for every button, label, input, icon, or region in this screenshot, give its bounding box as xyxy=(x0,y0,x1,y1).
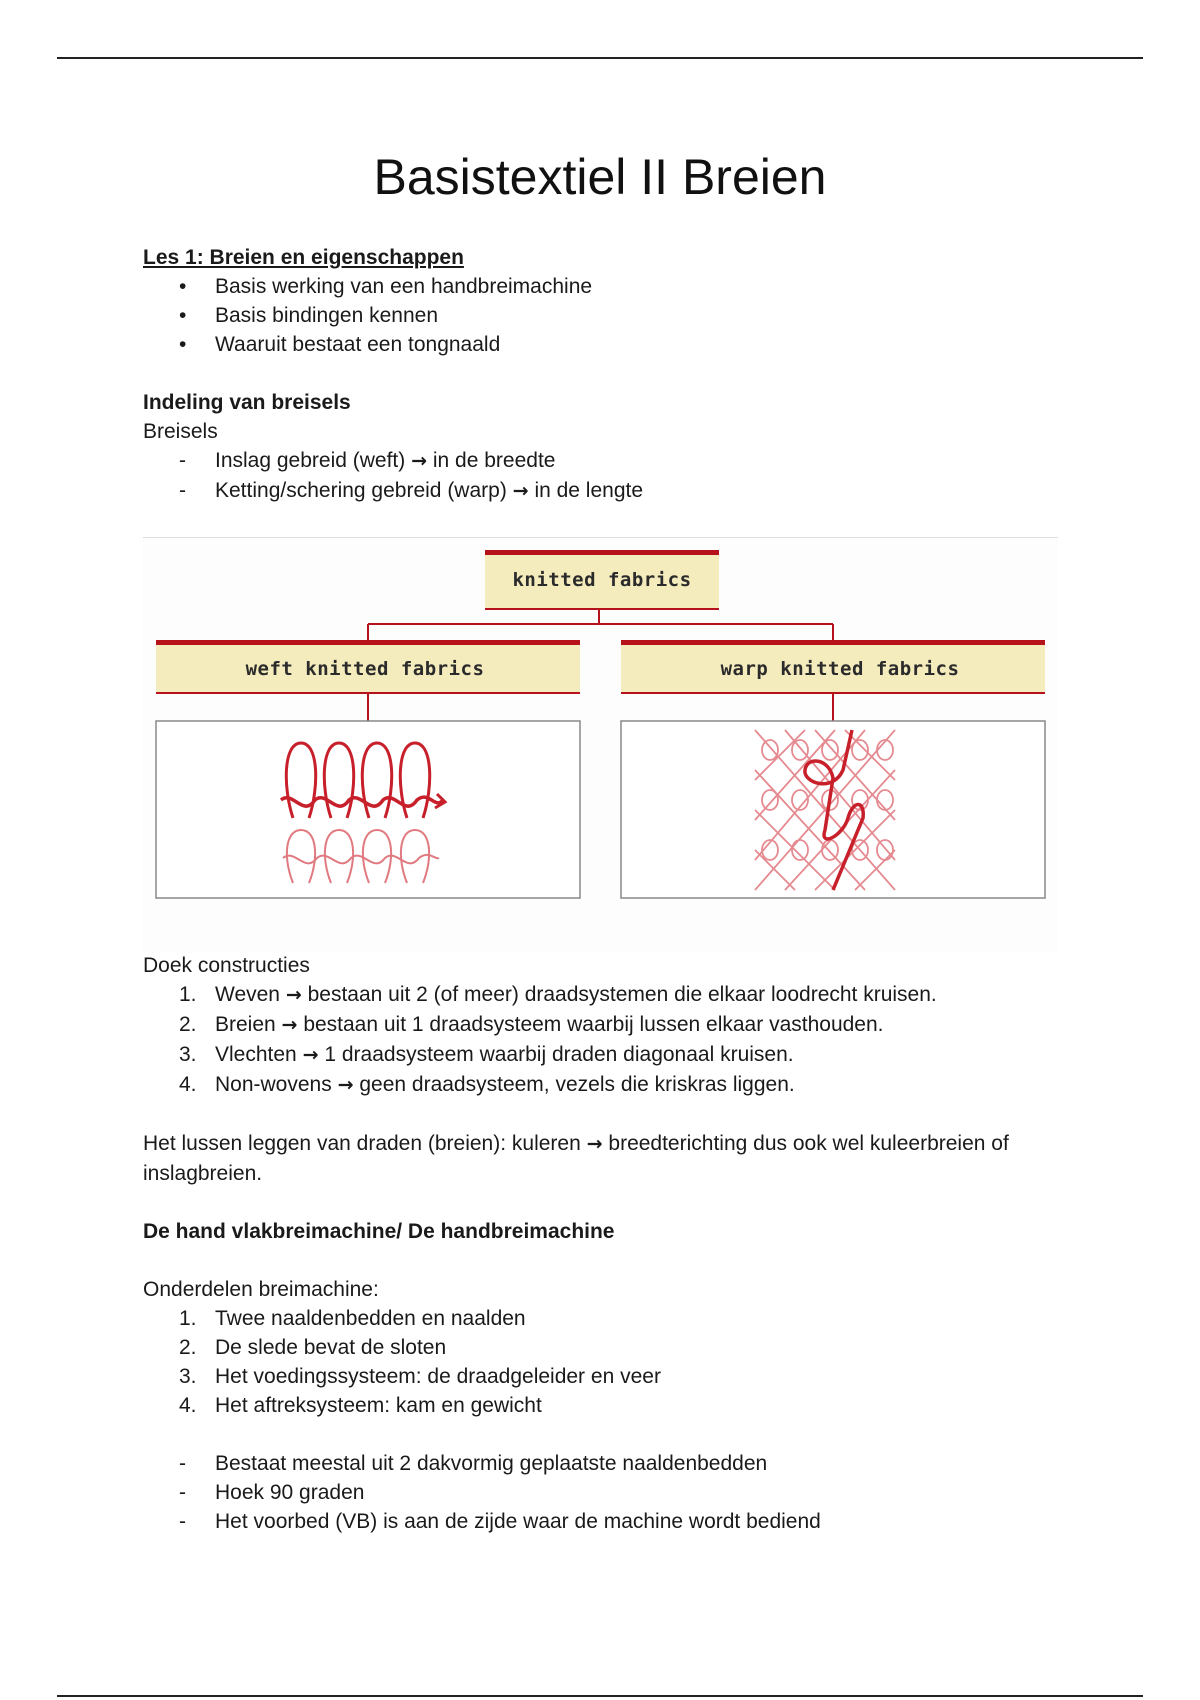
dash-marker: - xyxy=(179,1510,186,1533)
list-number: 2. xyxy=(179,1013,197,1036)
header-rule xyxy=(57,57,1143,59)
top-label-bar xyxy=(485,550,719,555)
list-item-text: Basis bindingen kennen xyxy=(215,304,439,327)
dash-marker: - xyxy=(179,479,186,502)
dash-marker: - xyxy=(179,1452,186,1475)
list-item-text: bestaan uit 1 draadsysteem waarbij lussen elkaar vasthouden. xyxy=(303,1013,884,1036)
list-item-text: 1 draadsysteem waarbij draden diagonaal kruisen. xyxy=(324,1043,794,1066)
list-item xyxy=(143,1010,1063,1040)
onderdelen-heading: Onderdelen breimachine: xyxy=(143,1278,379,1301)
indeling-dash-list xyxy=(143,446,1063,506)
list-number: 4. xyxy=(179,1073,197,1096)
list-item-text: Basis werking van een handbreimachine xyxy=(215,275,593,298)
bullet-marker: • xyxy=(179,275,187,298)
list-item-detail: in de breedte xyxy=(432,449,556,472)
list-item xyxy=(143,330,1063,359)
list-item-term: Weven xyxy=(215,983,280,1006)
arrow-right-icon: → xyxy=(411,450,428,472)
list-item xyxy=(143,1070,1063,1100)
doek-heading: Doek constructies xyxy=(143,954,310,977)
list-item-text: Waaruit bestaat een tongnaald xyxy=(215,333,501,356)
les1-section xyxy=(143,243,1063,506)
list-item xyxy=(143,1333,1063,1362)
list-item-text: geen draadsysteem, vezels die kriskras liggen. xyxy=(359,1073,795,1096)
list-item-term: Non-wovens xyxy=(215,1073,332,1096)
left-label-text: weft knitted fabrics xyxy=(245,658,485,680)
dash-marker: - xyxy=(179,1481,186,1504)
list-item-text: Hoek 90 graden xyxy=(215,1481,365,1504)
onderdelen-dash-list xyxy=(143,1449,1063,1536)
right-label-bar xyxy=(621,640,1045,645)
bullet-marker: • xyxy=(179,333,187,356)
bullet-marker: • xyxy=(179,304,187,327)
document-title: Basistextiel II Breien xyxy=(373,149,827,205)
knitted-fabrics-figure xyxy=(143,537,1058,953)
right-label-text: warp knitted fabrics xyxy=(720,658,960,680)
indeling-heading: Indeling van breisels xyxy=(143,391,351,414)
list-item xyxy=(143,446,1063,476)
onderdelen-numbered-list xyxy=(143,1304,1063,1420)
arrow-right-icon: → xyxy=(512,480,529,502)
knitted-fabrics-diagram xyxy=(143,538,1058,953)
les1-heading: Les 1: Breien en eigenschappen xyxy=(143,246,464,269)
breisels-label: Breisels xyxy=(143,420,218,443)
doek-section xyxy=(143,951,1063,1536)
list-item-text: De slede bevat de sloten xyxy=(215,1336,447,1359)
dash-marker: - xyxy=(179,449,186,472)
lussen-paragraph xyxy=(143,1129,1063,1188)
left-label-bar xyxy=(156,640,580,645)
list-item-text: Het aftreksysteem: kam en gewicht xyxy=(215,1394,542,1417)
les1-bullet-list xyxy=(143,272,1063,359)
list-item xyxy=(143,476,1063,506)
arrow-right-icon: → xyxy=(285,984,302,1006)
list-item-text: bestaan uit 2 (of meer) draadsystemen die elkaar loodrecht kruisen. xyxy=(307,983,937,1006)
arrow-right-icon: → xyxy=(302,1044,319,1066)
list-item xyxy=(143,1478,1063,1507)
list-item xyxy=(143,1449,1063,1478)
list-item-text: Ketting/schering gebreid (warp) xyxy=(215,479,507,502)
lussen-text-after: breedterichting dus ook wel kuleerbreien of inslagbreien. xyxy=(143,1132,1009,1185)
list-item xyxy=(143,1040,1063,1070)
list-item xyxy=(143,1362,1063,1391)
list-item xyxy=(143,1507,1063,1536)
footer-rule xyxy=(57,1695,1143,1697)
list-item-detail: in de lengte xyxy=(534,479,644,502)
list-item-text: Het voorbed (VB) is aan de zijde waar de machine wordt bediend xyxy=(215,1510,821,1533)
list-item-text: Bestaat meestal uit 2 dakvormig geplaatste naaldenbedden xyxy=(215,1452,768,1475)
list-item xyxy=(143,272,1063,301)
list-item-term: Vlechten xyxy=(215,1043,297,1066)
arrow-right-icon: → xyxy=(281,1014,298,1036)
lussen-text-before: Het lussen leggen van draden (breien): kuleren xyxy=(143,1132,581,1155)
list-item xyxy=(143,1391,1063,1420)
list-number: 1. xyxy=(179,1307,197,1330)
list-number: 4. xyxy=(179,1394,197,1417)
list-number: 3. xyxy=(179,1365,197,1388)
top-label-text: knitted fabrics xyxy=(512,569,692,591)
list-item-text: Het voedingssysteem: de draadgeleider en veer xyxy=(215,1365,661,1388)
list-item xyxy=(143,980,1063,1010)
hand-heading: De hand vlakbreimachine/ De handbreimachine xyxy=(143,1220,615,1243)
list-item-text: Inslag gebreid (weft) xyxy=(215,449,406,472)
list-item-text: Twee naaldenbedden en naalden xyxy=(215,1307,526,1330)
list-item xyxy=(143,1304,1063,1333)
arrow-right-icon: → xyxy=(337,1074,354,1096)
list-item xyxy=(143,301,1063,330)
arrow-right-icon: → xyxy=(586,1133,603,1155)
list-item-term: Breien xyxy=(215,1013,276,1036)
list-number: 2. xyxy=(179,1336,197,1359)
list-number: 3. xyxy=(179,1043,197,1066)
list-number: 1. xyxy=(179,983,197,1006)
doek-numbered-list xyxy=(143,980,1063,1100)
